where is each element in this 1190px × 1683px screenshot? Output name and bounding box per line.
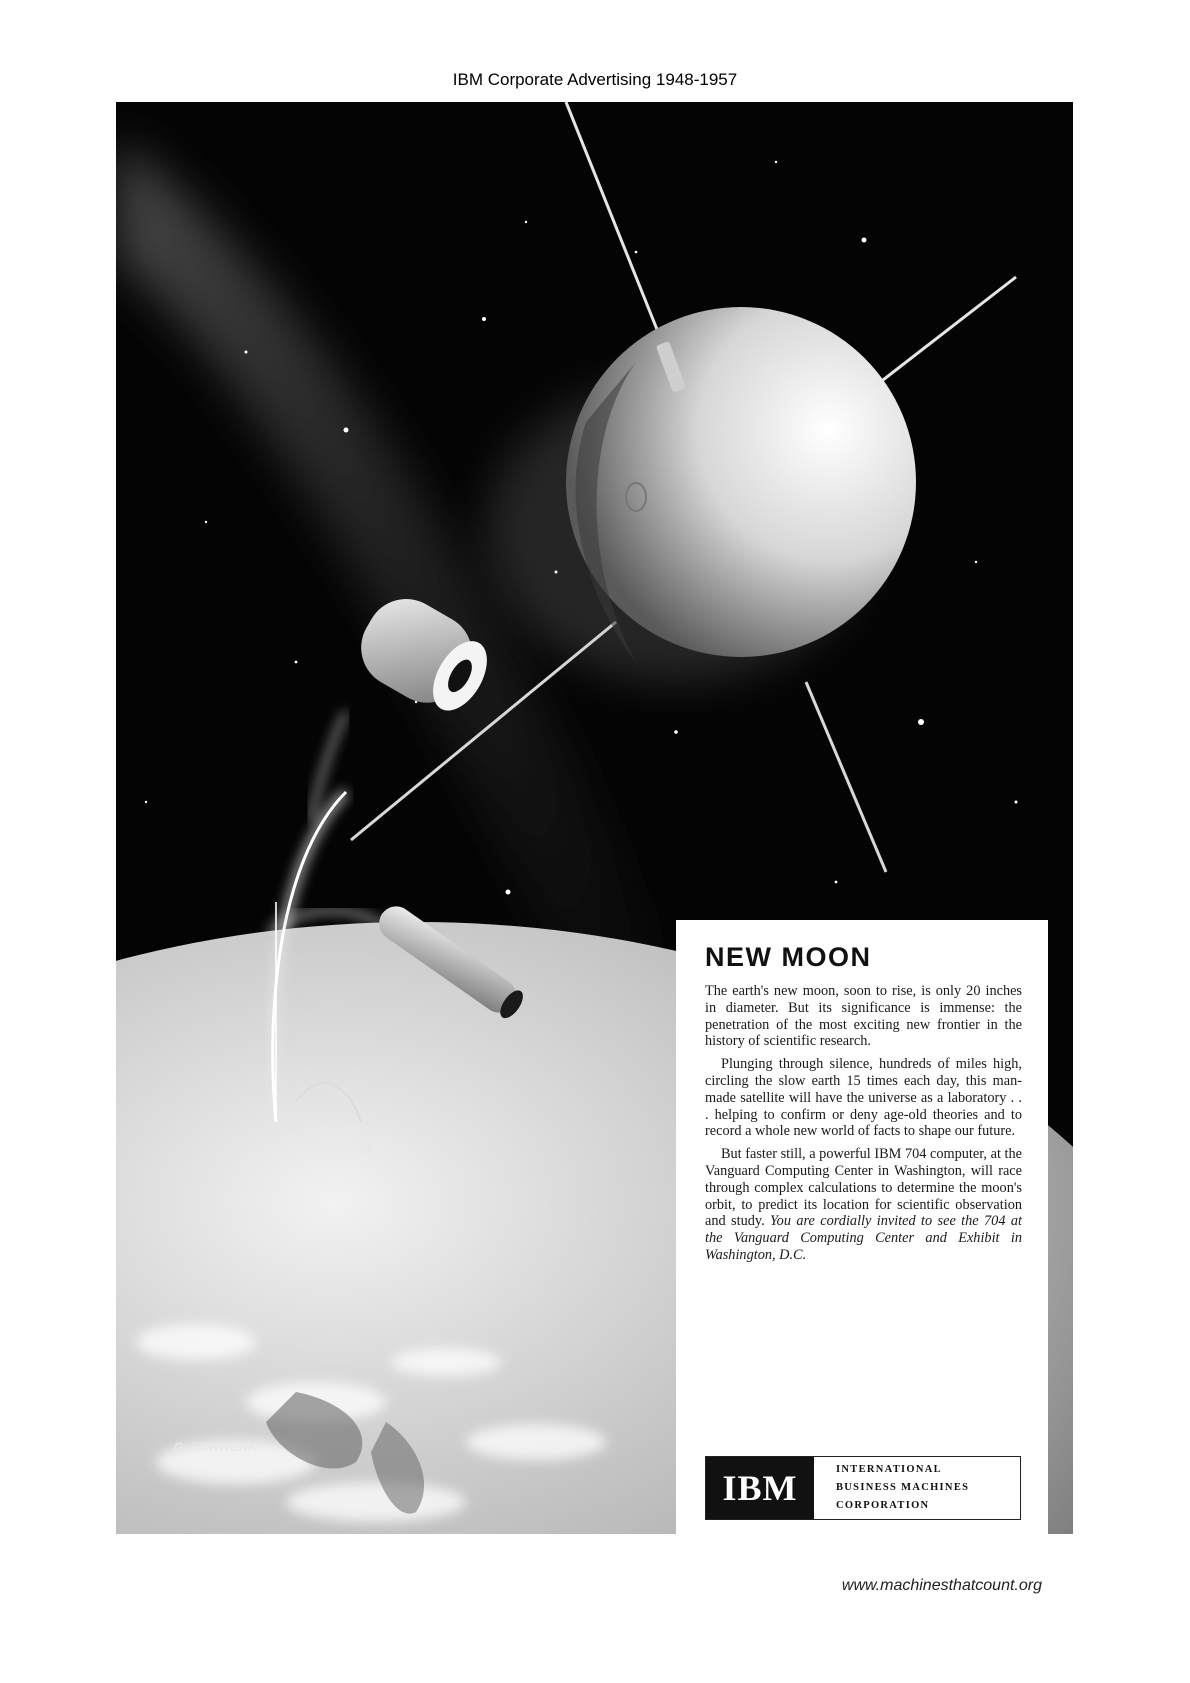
ad-headline: NEW MOON <box>705 942 872 972</box>
ad-paragraph-3 <box>705 1146 1022 1264</box>
footer-url: www.machinesthatcount.org <box>841 1577 1042 1594</box>
ad-paragraph-3-text: But faster still, a powerful IBM 704 computer, at the Vanguard Computing Center in Washington, will race through complex calculations to determine the moon's orbit, to predict its location for scientific observation and study. <box>705 1146 1022 1230</box>
company-line-2: BUSINESS MACHINES <box>836 1482 970 1493</box>
ad-illustration <box>116 102 1073 1534</box>
ibm-logo: IBM <box>706 1457 814 1519</box>
company-line-1: INTERNATIONAL <box>836 1464 942 1475</box>
ad-invitation: You are cordially invited to see the 704 at the Vanguard Computing Center and Exhibit in Washington, D.C. <box>705 1213 1022 1263</box>
ad-paragraph-2: Plunging through silence, hundreds of miles high, circling the slow earth 15 times each day, this man-made satellite will have the universe as a laboratory . . . helping to confirm or deny age-old theories and to record a whole new world of facts to shape our future. <box>705 1056 1022 1140</box>
page-header: IBM Corporate Advertising 1948-1957 <box>452 70 738 89</box>
ad-copy-panel <box>676 920 1048 1534</box>
artist-credit: G. SCHWENK <box>174 1440 257 1454</box>
ad-paragraph-1: The earth's new moon, soon to rise, is only 20 inches in diameter. But its significance is immense: the penetration of the most exciting new frontier in the history of scientific research. <box>705 983 1022 1050</box>
company-name <box>814 1457 1020 1519</box>
ibm-signature <box>705 1456 1021 1520</box>
company-line-3: CORPORATION <box>836 1500 930 1511</box>
